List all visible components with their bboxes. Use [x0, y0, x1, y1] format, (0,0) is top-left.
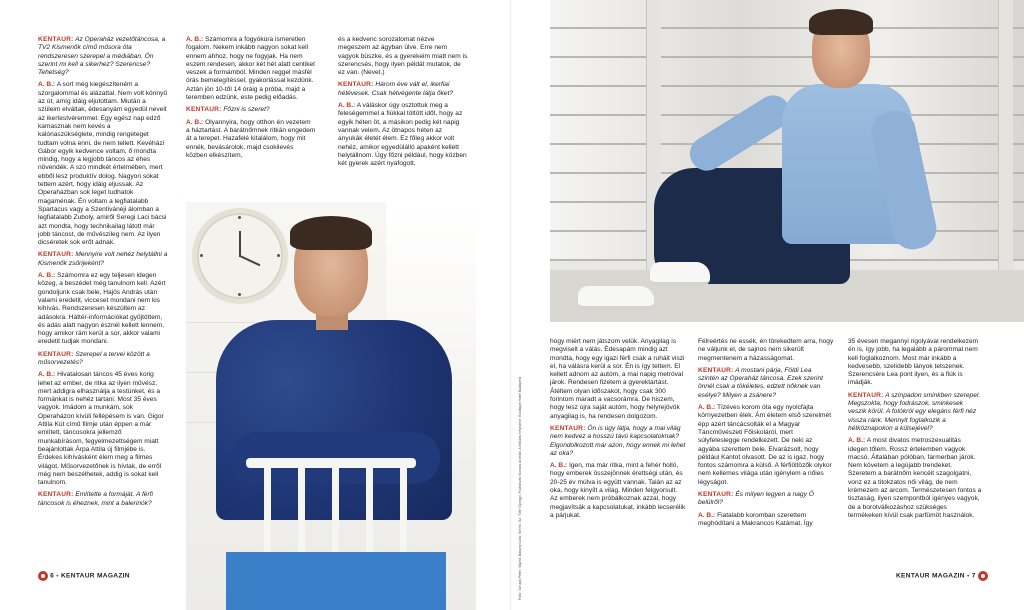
- interview-question: KENTAUR: Az Operaház vezetőtáncosa, a TV2 Kismenők című műsora öta rendszeresen szerepel a médiában. Ön szerint mi kell a sikerhez? Szerencse? Tehetség?: [38, 36, 166, 77]
- magazine-logo-icon: [38, 571, 48, 581]
- respondent-tag: A. B.:: [38, 81, 56, 89]
- interview-answer: A. B.: Fiatalabb koromban szerettem meghódítani a Makrancos Katámat. Így: [698, 511, 813, 527]
- article-column-3: [338, 36, 468, 196]
- interview-answer: A. B.: Olyannyira, hogy otthon én vezetem a háztartást. A barátnőmnek ritkán engedem át a terepet. Hazafelé kitalálom, hogy mit ennék, bevásárolok, majd csokilevés közben elkészítem,: [186, 118, 316, 159]
- interview-answer: A. B.: Igen, ma már ritka, mint a fehér holló, hogy emberek összejönnek érettségi után, és 20-25 év múlva is együtt vannak. Talán az az oka, hogy kinyílt a világ. Minden felgyorsult. Az emberek nem próbálkoznak azzal, hogy megjavítsák a kapcsolatukat, inkább lecserélik a párjukat.: [550, 462, 686, 519]
- page-number: 6: [50, 572, 55, 580]
- interview-question: KENTAUR: Mennyire volt nehéz helytállni a Kismenők zsűrijeként?: [38, 251, 168, 267]
- magazine-logo-icon: [978, 571, 988, 581]
- respondent-tag: A. B.:: [698, 404, 716, 412]
- interview-answer: A. B.: A most divatos metroszexualitás idegen tőlem. Rossz értelemben vagyok macsó. Általában pólóban, farmerban járok. Nem követem a legújabb trendeket. Szeretem a barátnőm kencéit szagolgatni, vonz ez a titokzatos női világ, de nem krémezem az arcom. Természetesen fontos a tisztaság, ilyen szempontból igényes vagyok, de a borotválkozáshoz szükséges termékeken kívül csak parfümöt használok.: [848, 437, 982, 519]
- respondent-tag: A. B.:: [338, 102, 356, 110]
- page-number: 7: [971, 572, 976, 580]
- magazine-name: KENTAUR MAGAZIN: [896, 572, 965, 580]
- respondent-tag: A. B.:: [38, 371, 56, 379]
- interview-answer-continued: Félreértés ne essék, én törekedtem arra, hogy ne váljunk el, de sajnos nem sikerült megmentenem a házasságomat.: [698, 338, 834, 362]
- interview-question: KENTAUR: A mostani párja, Földi Lea szintén az Operaház táncosa. Ezek szerint önnél csak a tökéletes, edzett nőknek van esélye? Milyen a zsánere?: [698, 366, 823, 399]
- interview-question: KENTAUR: Szerepel a tervei között a műsorvezetés?: [38, 350, 150, 366]
- interviewer-tag: KENTAUR:: [550, 424, 586, 432]
- photo-man-on-chair: [186, 202, 476, 610]
- photo-man-sitting-by-wall: [550, 0, 1024, 322]
- interviewer-tag: KENTAUR:: [698, 366, 734, 374]
- respondent-tag: A. B.:: [848, 437, 866, 445]
- interviewer-tag: KENTAUR:: [338, 81, 374, 89]
- magazine-name: KENTAUR MAGAZIN: [61, 572, 130, 580]
- interviewer-tag: KENTAUR:: [698, 491, 734, 499]
- respondent-tag: A. B.:: [186, 118, 204, 126]
- article-column-5: [698, 338, 834, 570]
- interview-answer: A. B.: A sort még kiegészíteném a szorgalommal és alázattal. Nem volt könnyű az út, amíg idáig eljutottam. Miután a szüleim elváltak, édesanyám egyedül nevelt az ikertestvéremmel. Egy egész nap edző kamasznak nem kevés a kalóriaszükséglete, mindig rengeteget tudtam volna enni, de nem tellett. Kevéházi Gábor egyik kedvence voltam, ő mondta mindig, hogy a legjobb táncos az éhes növendék. A szó mindkét értelmében, mert ebből lesz produktív dolog. Nagyon sokat tettem azért, hogy idáig eljussak. Az Operaházban sok leget tudhatok magaménak. Én voltam a legfiatalabb Spartacus vagy a Szentivánéji álomban a legfiatalabb Zuboly, amiről Seregi Laci bácsi azt mondta, hogy technikailag látott már jobb táncost, de művészileg nem. Az ilyen dicséretek sok erőt adnak.: [38, 81, 167, 247]
- interview-answer-continued: és a kedvenc sorozatomat nézve megeszem az ágyban ülve. Erre nem vagyok büszke, és a gyerekeim miatt nem is szerencsés, hogy ilyen példát mutatok, de ez van. (Nevet.): [338, 36, 468, 77]
- interview-answer: A. B.: A váláskor úgy osztottuk meg a feleségemmel a fiúkkal töltött időt, hogy az egyik héten öt, a másikon pedig két napig vannak velem. Az ötnapos héten az anyukák életét élem. Ez főleg akkor volt nehéz, amikor egyedülálló apaként kellett helytállnom. Úgy főzni például, hogy közben két gyerek azért nyafogott,: [338, 102, 467, 168]
- article-column-1: [38, 36, 168, 566]
- footer-left: 6 • KENTAUR MAGAZIN: [38, 571, 130, 581]
- photo-credit: Fotó: Szrupa Péter; Stylist: Bakonyi Lilla; Smink: Sz. Tóth Györgyi; Fodrászat: Kovács Aranka; A fotózás helyszíne: Boutique Hotel Budapest: [518, 376, 522, 600]
- interviewer-tag: KENTAUR:: [38, 36, 74, 43]
- interviewer-tag: KENTAUR:: [186, 106, 222, 114]
- wall-clock-icon: [192, 208, 288, 304]
- article-column-4: [550, 338, 686, 570]
- interview-question: KENTAUR: Főzni is szeret?: [186, 106, 270, 114]
- interview-question: KENTAUR: Ön is úgy látja, hogy a mai világ nem kedvez a hosszú távú kapcsolatoknak? Elgondolkozott már azon, hogy ennek mi lehet az oka?: [550, 424, 686, 457]
- respondent-tag: A. B.:: [186, 36, 204, 43]
- article-column-6: [848, 338, 982, 570]
- interview-question: KENTAUR: Említette a formáját. A férfi táncosok is éheznek, mint a balerinók?: [38, 491, 153, 507]
- interview-question: KENTAUR: És milyen legyen a nagy Ő belülről?: [698, 491, 814, 507]
- interviewer-tag: KENTAUR:: [38, 350, 74, 358]
- interviewer-tag: KENTAUR:: [38, 251, 74, 259]
- right-page: [512, 0, 1024, 610]
- interview-question: KENTAUR: A színpadon sminkben szerepel. Megszokta, hogy fodrászok, sminkesek veszik körül. A fotókról egy elegáns férfi néz vissza ránk. Mennyit foglalkozik a hétköznapokon a külsejével?: [848, 391, 981, 432]
- respondent-tag: A. B.:: [550, 462, 568, 470]
- interview-answer: A. B.: Számomra ez egy teljesen idegen közeg, a beszédet még tanulnom kell. Azért gondoljunk csak bele, Hajós András után valami eredetit, vicceset mondani nem kis kihívás. Rendszeresen készültem az adásokra. Háttér-információkat gyűjtöttem, és adás alatt nagyon észnél kellett lennem, hogy amikor rám kerül a sor, akkor valami eredetit tudjak mondani.: [38, 272, 166, 346]
- interview-answer-continued: hogy miért nem játszom velük. Anyagilag is megviselt a válás. Édesapám mindig azt mondta, hogy egy igazi férfi csak a ruháit viszi el, ha válásra kerül a sor. Én is így tettem. El kellett adnom az autóm, a mai napig metróval járok. Rendesen fizetem a gyerektartást. Átéltem olyan időszakot, hogy csak 300 forintom maradt a vacsorámra. De hiszem, hogy lesz újra saját autóm, hogy helyrejövök anyagilag is, ha rendesen dolgozom.: [550, 338, 685, 420]
- footer-right: KENTAUR MAGAZIN • 7: [896, 571, 988, 581]
- interview-question: KENTAUR: Három éve vált el, ikerfiai hétévesek. Csak hétvégente látja őket?: [338, 81, 454, 97]
- article-column-2: [186, 36, 316, 196]
- interviewer-tag: KENTAUR:: [848, 391, 884, 399]
- respondent-tag: A. B.:: [698, 511, 716, 519]
- interviewer-tag: KENTAUR:: [38, 491, 74, 499]
- interview-answer: A. B.: Tízéves korom óta egy nyolcfajta környezetben élek. Ám életem első szerelmét épp azért táncácsolták el a Magyar Táncművészeti Főiskoláról, mert súlyfeleslegge rendelkezett. De neki az agyába szerettem bele. Elvarázsolt, hogy például Kantot olvasott. De az is igaz, hogy fontos számomra a külső. A férfiöltözők olykor nem kellemes világa után igénylem a nőies légyságot.: [698, 404, 832, 486]
- respondent-tag: A. B.:: [38, 272, 56, 280]
- interview-answer: A. B.: Számomra a fogyókúra ismeretlen fogalom. Nekem inkább nagyon sokat kell ennem ahhoz, hogy ne fogyjak. Ha nem eszem rendesen, akkor két hét alatt centiket veszek a formámból. Minden reggel másfél órás bemelegítéssel, gyakorlással kezdünk. Aztán jön 10-től 14 óráig a próba, majd a teremben edzünk, este pedig előadás.: [186, 36, 316, 102]
- interview-answer-continued: 35 évesen megannyi rigolyával rendelkezem én is, így jobb, ha legalább a párommal nem kell foglalkoznom. Most már inkább a kedvesebb, szelídebb lányok tetszenek. Szerencsére Lea pont ilyen, és a fiúk is imádják.: [848, 338, 979, 387]
- interview-answer: A. B.: Hivatalosan táncos 45 éves korig lehet az ember, de ritka az ilyen művész, mert addigra elhasználja a testünket, és a formánkat is nehéz tartani. Most 35 éves vagyok. Imádom a munkám, sok Operaházon kívüli fellépésem is van. Gigor Attila Kút című filmje után éppen a már említett, táncosokra jellemző munkabírásom, fegyelmezettségem miatt beajánlottak Árpa Attila új filmjébe is. Érdekes kihívásként élem meg a filmes világot. Műsorvezetőnek is hívtak, de erről még nem beszélhetek, addig is sokat kell tanulnom.: [38, 371, 164, 487]
